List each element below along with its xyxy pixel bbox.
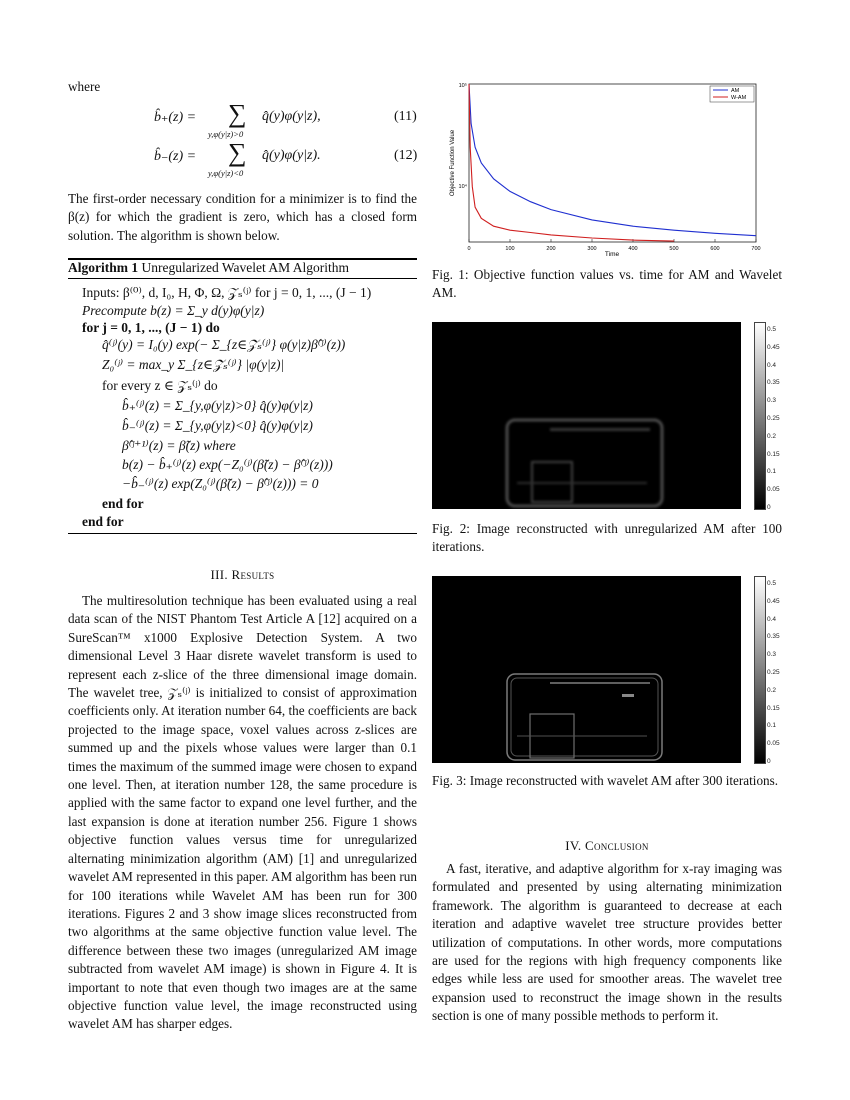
x-tick-label: 0 (467, 246, 471, 252)
x-tick-label: 500 (669, 246, 679, 252)
eq12-lhs: b̂₋(z) = (154, 149, 197, 164)
fig1-chart (440, 78, 780, 260)
algorithm-bottom-rule (68, 533, 417, 534)
colorbar-tick-label: 0.3 (767, 397, 777, 405)
colorbar-tick-label: 0.35 (767, 633, 780, 641)
algorithm-line: b̂₋⁽ʲ⁾(z) = Σ_{y,φ(y|z)<0} q̂(y)φ(y|z) (122, 418, 313, 433)
algorithm-line: Precompute b(z) = Σ_y d(y)φ(y|z) (82, 303, 265, 318)
colorbar-tick-label: 0.5 (767, 580, 777, 587)
fig2-colorbar (754, 322, 766, 510)
eq12-sum-sub: y,φ(y|z)<0 (208, 168, 244, 178)
algorithm-line: end for (102, 496, 144, 511)
colorbar-tick-label: 0.2 (767, 432, 777, 440)
colorbar-tick-label: 0.05 (767, 486, 780, 494)
colorbar-tick-label: 0.15 (767, 450, 780, 458)
algorithm-line: q̂⁽ʲ⁾(y) = I₀(y) exp(− Σ_{z∈𝒵ₛ⁽ʲ⁾} φ(y|z)β̂⁽ʲ⁾(z)) (102, 337, 346, 352)
legend-entry-am: AM (731, 88, 740, 94)
section-3-title: III. Results (210, 567, 275, 582)
y-tick-label: 10⁵ (458, 83, 467, 89)
algorithm-line: Inputs: β⁽⁰⁾, d, I₀, H, Φ, Ω, 𝒵ₛ⁽ʲ⁾ for j = 0, 1, ..., (J − 1) (82, 285, 372, 300)
algorithm-line: for j = 0, 1, ..., (J − 1) do (82, 320, 220, 335)
section-4-title: IV. Conclusion (565, 838, 649, 853)
y-axis-label: Objective Function Value (450, 129, 456, 197)
colorbar-tick-label: 0.05 (767, 740, 780, 748)
fig2-reconstruction-image (432, 322, 741, 509)
colorbar-tick-label: 0.2 (767, 686, 777, 694)
algorithm-header (68, 260, 349, 276)
colorbar-tick-label: 0.15 (767, 704, 780, 712)
eq11-lhs: b̂₊(z) = (154, 110, 197, 125)
x-tick-label: 400 (628, 246, 638, 252)
equation-12 (150, 138, 420, 184)
colorbar-tick-label: 0.1 (767, 722, 777, 730)
fig3-colorbar (754, 576, 766, 764)
colorbar-tick-label: 0.4 (767, 361, 777, 369)
eq12-rhs: q̂(y)φ(y|z). (262, 148, 321, 163)
section-4-text: A fast, iterative, and adaptive algorithm for x-ray imaging was formulated and presented by using alternating minimization framework. The algorithm is guaranteed to decrease at each iteration and adaptive wavelet tree structure provides better utilization of computations. In other words, more computations are used for the regions with high frequency components like edges while less are used for smoother areas. The wavelet tree expansion used to reconstruct the image shown in the results section is one of many possible methods to perform it. (432, 861, 782, 1024)
colorbar-tick-label: 0.1 (767, 468, 777, 476)
sum-symbol: ∑ (228, 99, 247, 128)
x-axis-label: Time (604, 251, 620, 258)
plot-frame (469, 84, 756, 242)
x-tick-label: 200 (546, 246, 556, 252)
sum-symbol: ∑ (228, 138, 247, 167)
colorbar-tick-label: 0.3 (767, 651, 777, 659)
x-tick-label: 600 (710, 246, 720, 252)
y-tick-label: 10⁴ (458, 184, 467, 191)
x-tick-label: 100 (505, 246, 515, 252)
eq12-number: (12) (394, 148, 418, 163)
algorithm-line: b̂₊⁽ʲ⁾(z) = Σ_{y,φ(y|z)>0} q̂(y)φ(y|z) (122, 398, 313, 413)
algorithm-line: Z₀⁽ʲ⁾ = max_y Σ_{z∈𝒵ₛ⁽ʲ⁾} |φ(y|z)| (102, 357, 285, 372)
paragraph-gradient: The first-order necessary condition for a minimizer is to find the β(z) for which the gradient is zero, which has a closed form solution. The algorithm is shown below. (68, 191, 417, 243)
fig3-caption: Fig. 3: Image reconstructed with wavelet AM after 300 iterations. (432, 773, 779, 788)
colorbar-tick-label: 0.45 (767, 343, 780, 351)
algorithm-line: β̂⁽ʲ⁺¹⁾(z) = β̃(z) where (122, 438, 236, 453)
eq11-sum-sub: y,φ(y|z)>0 (208, 129, 244, 139)
algorithm-line: −b̂₋⁽ʲ⁾(z) exp(Z₀⁽ʲ⁾(β̃(z) − β̂⁽ʲ⁾(z))) = 0 (122, 476, 319, 491)
eq11-rhs: q̂(y)φ(y|z), (262, 109, 321, 124)
algorithm-line: b(z) − b̂₊⁽ʲ⁾(z) exp(−Z₀⁽ʲ⁾(β̃(z) − β̂⁽ʲ⁾(z))) (122, 457, 333, 472)
fig1-caption: Fig. 1: Objective function values vs. time for AM and Wavelet AM. (432, 267, 782, 300)
colorbar-tick-label: 0.25 (767, 669, 780, 676)
equation-11 (150, 99, 420, 145)
colorbar-tick-label: 0.25 (767, 415, 780, 422)
fig3-image-content (432, 576, 741, 763)
colorbar-tick-label: 0 (767, 504, 771, 511)
colorbar-tick-label: 0 (767, 758, 771, 765)
algorithm-header-rule (68, 278, 417, 279)
fig2-caption: Fig. 2: Image reconstructed with unregularized AM after 100 iterations. (432, 521, 782, 554)
x-tick-label: 300 (587, 246, 597, 252)
colorbar-tick-label: 0.4 (767, 615, 777, 623)
colorbar-tick-label: 0.45 (767, 597, 780, 605)
fig2-image-content (432, 322, 741, 509)
where-label: where (68, 79, 101, 94)
colorbar-tick-label: 0.35 (767, 379, 780, 387)
section-3-text: The multiresolution technique has been evaluated using a real data scan of the NIST Phantom Test Article A [12] acquired on a SureScan™ x1000 Explosive Detection System. A two dimensional Level 3 Haar disrete wavelet transform is used to represent each z-slice of the three dimensional image domain. The wavelet tree, 𝒵ₛ⁽ʲ⁾ is initialized to consist of approximation coefficients only. At iteration number 64, the coefficients are back projected to the image space, voxel values across z-slices are summed up and the pixels whose values were larger than 0.1 times the maximum of the summed image were chosen to expand one level. Then, at iteration number 128, the same procedure is applied with the same factor to expand one level further, and the last expansion is done at iteration number 256. Figure 1 shows objective function values versus time for unregularized alternating minimization algorithm (AM) [1] and unregularized wavelet AM represented in this paper. AM algorithm has been run for 100 iterations while Wavelet AM has been run for 300 iterations. Figures 2 and 3 show image slices reconstructed from two algorithms at the same objective function value level. The difference between these two images (unregularized AM image subtracted from wavelet AM image) is shown in Figure 4. It is important to note that even though two images are at the same objective function value level, the image reconstructed using wavelet AM has sharper edges. (68, 593, 417, 1032)
colorbar-tick-label: 0.5 (767, 326, 777, 333)
fig3-reconstruction-image (432, 576, 741, 763)
algorithm-title: Unregularized Wavelet AM Algorithm (141, 260, 349, 275)
eq11-number: (11) (394, 109, 417, 124)
x-tick-label: 700 (751, 246, 761, 252)
legend-entry-wam: W-AM (731, 95, 747, 101)
algorithm-line: end for (82, 514, 124, 529)
algorithm-label: Algorithm 1 (68, 260, 139, 275)
algorithm-line: for every z ∈ 𝒵ₛ⁽ʲ⁾ do (102, 378, 218, 393)
